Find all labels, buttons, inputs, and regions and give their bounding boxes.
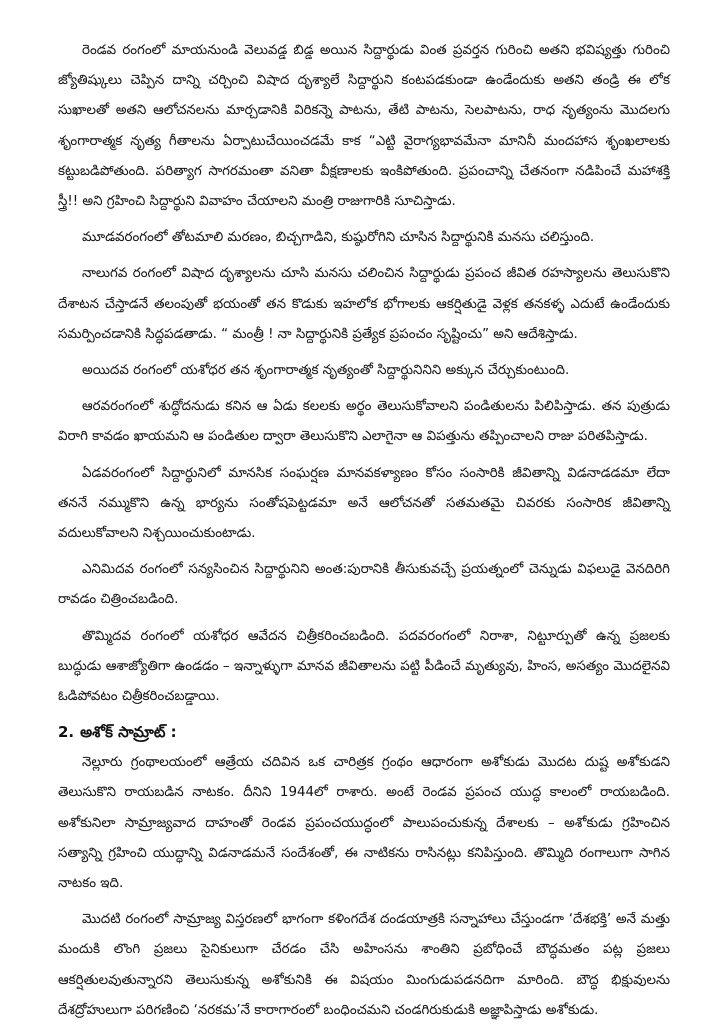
paragraph-ashok-intro: నెల్లూరు గ్రంథాలయంలో ఆత్రేయ చదివిన ఒక చారిత్రక గ్రంథం ఆధారంగా అశోకుడు మొదట దుష్ట అశోకుడని తెలుసుకొని రాయబడిన నాటకం. దీనిని 1944లో రాశారు. అంటే రెండవ ప్రపంచ యుద్ధ కాలంలో రాయబడింది. అశోకునిలా సామ్రాజ్యవాద దాహంతో రెండవ ప్రపంచయుద్ధంలో పాలుపంచుకున్న దేశాలకు – అశోకుడు గ్రహించిన సత్యాన్ని గ్రహించి యుద్ధాన్ని విడనాడమనే సందేశంతో, ఈ నాటికను రాసినట్లు కనిపిస్తుంది. తొమ్మిది రంగాలుగా సాగిన నాటకం ఇది. [58,755,670,892]
paragraph-sixth-scene: ఆరవరంగంలో శుద్ధోదనుడు కనిన ఆ ఏడు కలలకు అర్థం తెలుసుకోవాలని పండితులను పిలిపిస్తాడు. తన పుత్రుడు విరాగి కావడం ఖాయమని ఆ పండితుల ద్వారా తెలుసుకొని ఎలాగైనా ఆ విపత్తును తప్పించాలని రాజు పరితపిస్తాడు. [58,399,670,445]
paragraph-seventh-scene: ఏడవరంగంలో సిద్దార్థునిలో మానసిక సంఘర్షణ మానవకళ్యాణం కోసం సంసారికి జీవితాన్ని విడనాడడమా లేదా తననే నమ్ముకొని ఉన్న భార్యను సంతోషపెట్టడమా అనే ఆలోచనతో సతమతమై చివరకు సంసారిక జీవితాన్ని వదులుకోవాలని నిశ్చయించుకుంటాడు. [58,465,670,542]
section-number: 2. [58,723,75,742]
paragraph-ninth-tenth-scene: తొమ్మిదవ రంగంలో యశోధర ఆవేదన చిత్రీకరించబడింది. పదవరంగంలో నిరాశా, నిట్టూర్పుతో ఉన్న ప్రజలకు బుద్ధుడు ఆశాజ్యోతిగా ఉండడం – ఇన్నాళ్ళుగా మానవ జీవితాలను పట్టి పీడించే మృత్యువు, హింస, అసత్యం మొదలైనవి ఓడిపోవటం చిత్రీకరించబడ్డాయి. [58,628,670,705]
paragraph-eighth-scene: ఎనిమిదవ రంగంలో సన్యసించిన సిద్దార్థునిని అంత:పురానికి తీసుకువచ్చే ప్రయత్నంలో చెన్నుడు విఫలుడై వెనదిరిగి రావడం చిత్రించబడింది. [58,562,670,608]
section-heading [58,718,670,746]
paragraph-ashok-first-scene: మొదటి రంగంలో సామ్రాజ్య విస్తరణలో భాగంగా కళింగదేశ దండయాత్రకి సన్నాహాలు చేస్తుండగా ‘దేశభక్తి’ అనే మత్తు మందుకి లొంగి ప్రజలు సైనికులుగా చేరడం చేసి అహింసను శాంతిని ప్రబోధించే బౌద్ధమతం పట్ల ప్రజలు ఆకర్షితులవుతున్నారని తెలుసుకున్న అశోకునికి ఈ విషయం మింగుడుపడనదిగా మారింది. బౌద్ధ భిక్షువులను దేశద్రోహులుగా పరిగణించి ‘నరకమ’నే కారాగారంలో బంధించమని చండగిరుకుడుకి అజ్ఞాపిస్తాడు అశోకుడు. [58,912,670,1018]
paragraph-third-scene: మూడవరంగంలో తోటమాలి మరణం, బిచ్చగాడిని, కుష్ఠురోగిని చూసిన సిద్దార్థునికి మనసు చలిస్తుంది. [82,230,595,246]
paragraph-fifth-scene: అయిదవ రంగంలో యశోధర తన శృంగారాత్మక నృత్యంతో సిద్దార్థునినిని అక్కున చేర్చుకుంటుంది. [82,363,570,379]
paragraph-fourth-scene: నాలుగవ రంగంలో విషాద దృశ్యాలను చూసి మనసు చలించిన సిద్దార్థుడు ప్రపంచ జీవిత రహస్యాలను తెలుసుకొని దేశాటన చేస్తాడనే తలంపుతో భయంతో తన కొడుకు ఇహలోక భోగాలకు ఆకర్షితుడై వెళ్లక తనకళ్ళ ఎదుటే ఉండేందుకు సమర్పించడానికి సిద్ధపడతాడు. “ మంత్రీ ! నా సిద్దార్థునికి ప్రత్యేక ప్రపంచం సృష్టించు” అని ఆదేశిస్తాడు. [58,266,670,342]
paragraph-second-scene: రెండవ రంగంలో మాయనుండి వెలువడ్డ బిడ్డ అయిన సిద్దార్థుడు వింత ప్రవర్తన గురించి అతని భవిష్యత్తు గురించి జ్యోతిష్కులు చెప్పిన దాన్ని చర్చించి విషాద దృశ్యాలే సిద్దార్థుని కంటపడకుండా ఉండేందుకు అతని తండ్రి ఈ లోక సుఖాలతో అతని ఆలోచనలను మార్చడానికి విరికన్నె పాటను, తేటి పాటను, సెలపాటను, రాధ నృత్యంను మొదలగు శృంగారాత్మక నృత్య గీతాలను ఏర్పాటుచేయించడమే కాక “ఎట్టి వైరాగ్యభావమేనా మానినీ మందహాస శృంఖలాలకు కట్టుబడిపోతుంది. పరిత్యాగ సాగరమంతా వనితా వీక్షణాలకు ఇంకిపోతుంది. ప్రపంచాన్ని చేతనంగా నడిపించే మహాశక్తి స్త్రీ!! అని గ్రహించి సిద్దార్థుని వివాహం చేయాలని మంత్రి రాజుగారికి సూచిస్తాడు. [58,43,670,210]
section-title: అశోక్ సామ్రాట్ : [80,723,177,742]
